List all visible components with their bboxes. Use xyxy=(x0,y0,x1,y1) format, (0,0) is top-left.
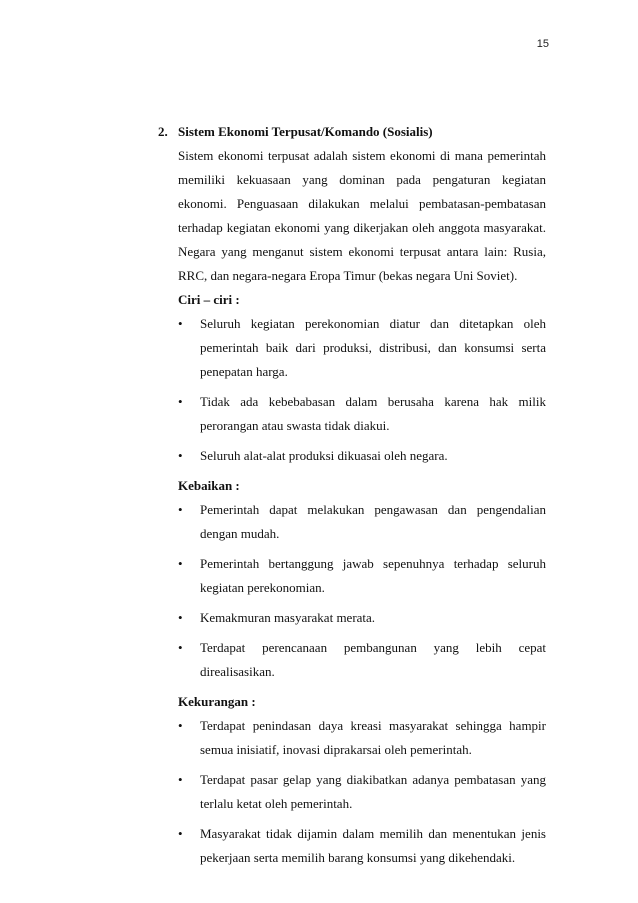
list-item: • Pemerintah bertanggung jawab sepenuhnya terhadap seluruh kegiatan perekonomian. xyxy=(178,552,546,600)
page-number: 15 xyxy=(536,38,549,50)
kekurangan-list xyxy=(178,714,546,870)
list-item: • Masyarakat tidak dijamin dalam memilih dan menentukan jenis pekerjaan serta memilih barang konsumsi yang dikehendaki. xyxy=(178,822,546,870)
list-item: • Terdapat penindasan daya kreasi masyarakat sehingga hampir semua inisiatif, inovasi diprakarsai oleh pemerintah. xyxy=(178,714,546,762)
page-content xyxy=(158,120,546,876)
kebaikan-list xyxy=(178,498,546,684)
kekurangan-heading: Kekurangan : xyxy=(178,694,256,709)
list-item: • Seluruh alat-alat produksi dikuasai oleh negara. xyxy=(178,444,546,468)
list-item: • Pemerintah dapat melakukan pengawasan dan pengendalian dengan mudah. xyxy=(178,498,546,546)
section-title-text: Sistem Ekonomi Terpusat/Komando (Sosialis) xyxy=(178,124,433,139)
section-title xyxy=(158,120,546,144)
section-paragraph: Sistem ekonomi terpusat adalah sistem ekonomi di mana pemerintah memiliki kekuasaan yang dominan pada pengaturan kegiatan ekonomi. Penguasaan dilakukan melalui pembatasan-pembatasan terhadap kegiatan ekonomi yang dikerjakan oleh anggota masyarakat. Negara yang menganut sistem ekonomi terpusat antara lain: Rusia, RRC, dan negara-negara Eropa Timur (bekas negara Uni Soviet). xyxy=(178,148,546,283)
ciri-heading: Ciri – ciri : xyxy=(178,292,240,307)
ciri-list xyxy=(178,312,546,468)
list-item: • Kemakmuran masyarakat merata. xyxy=(178,606,546,630)
list-item: • Seluruh kegiatan perekonomian diatur dan ditetapkan oleh pemerintah baik dari produksi, distribusi, dan konsumsi serta penepatan harga. xyxy=(178,312,546,384)
kebaikan-heading: Kebaikan : xyxy=(178,478,240,493)
section-number: 2. xyxy=(158,124,168,139)
list-item: • Terdapat perencanaan pembangunan yang lebih cepat direalisasikan. xyxy=(178,636,546,684)
list-item: • Tidak ada kebebabasan dalam berusaha karena hak milik perorangan atau swasta tidak diakui. xyxy=(178,390,546,438)
list-item: • Terdapat pasar gelap yang diakibatkan adanya pembatasan yang terlalu ketat oleh pemerintah. xyxy=(178,768,546,816)
